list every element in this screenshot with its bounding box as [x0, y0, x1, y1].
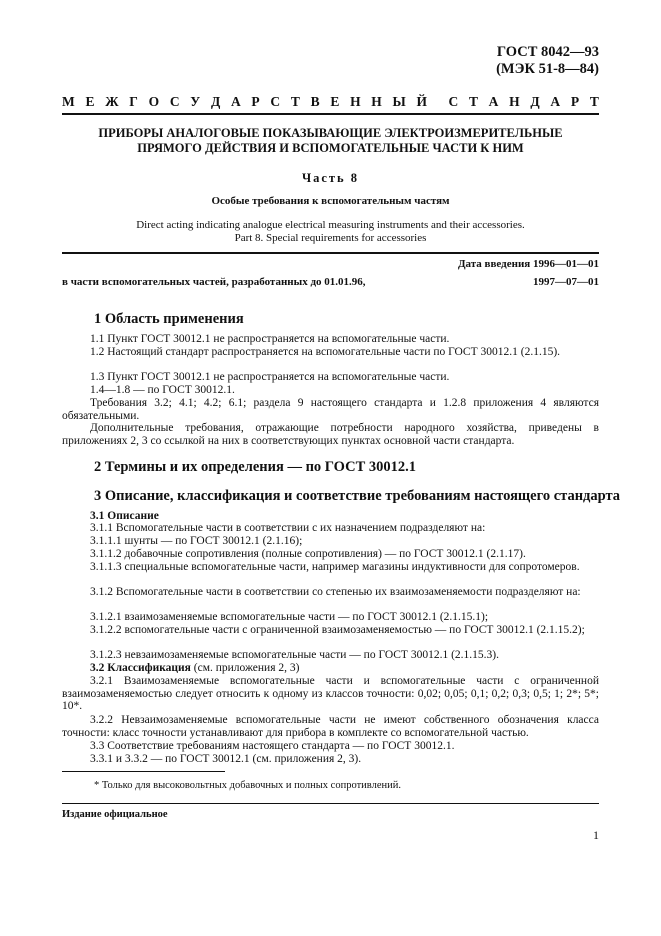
- banner-letter: Д: [210, 94, 221, 109]
- title-ru: [62, 126, 599, 156]
- banner-letter: Д: [530, 94, 540, 109]
- para-3-1-2: 3.1.2 Вспомогательные части в соответствии со степенью их взаимозаменяемости подразделяют на:: [90, 586, 581, 598]
- banner-letter: Е: [330, 94, 340, 109]
- para-3-1-1-3: 3.1.1.3 специальные вспомогательные части, например магазины индуктивности для сопротомеров.: [90, 561, 580, 573]
- banner-letter: А: [230, 94, 241, 109]
- banner-letter: Ж: [105, 94, 119, 109]
- intro-date: Дата введения 1996—01—01: [457, 258, 599, 270]
- para-3-1-1-2: 3.1.1.2 добавочные сопротивления (полные сопротивления) — по ГОСТ 30012.1 (2.1.17).: [90, 548, 526, 560]
- para-3-2-1: 3.2.1 Взаимозаменяемые вспомогательные части и вспомогательные части с ограниченной взаимозаменяемостью следует относить к одному из классов точности: 0,02; 0,05; 0,1; 0,2; 0,3; 0,5; 1; 2*; 5*; 10*.: [62, 675, 599, 712]
- para-1-3: 1.3 Пункт ГОСТ 30012.1 не распространяется на вспомогательные части.: [90, 371, 450, 383]
- banner-letter: Г: [129, 94, 138, 109]
- para-1-1: 1.1 Пункт ГОСТ 30012.1 не распространяется на вспомогательные части.: [90, 333, 450, 345]
- header-rule: [62, 113, 599, 115]
- part-label: Часть 8: [301, 171, 360, 185]
- banner-letter: Й: [416, 94, 428, 109]
- banner-letter: Е: [85, 94, 95, 109]
- banner-letter: У: [190, 94, 201, 109]
- footnote-rule: [62, 771, 225, 772]
- banner-letter: Н: [350, 94, 361, 109]
- para-additional: Дополнительные требования, отражающие потребности народного хозяйства, приведены в приложениях 2, 3 со ссылкой на них в соответствующих пунктах основной части стандарта.: [62, 422, 599, 447]
- para-1-2: 1.2 Настоящий стандарт распространяется на вспомогательные части по ГОСТ 30012.1 (2.1.15).: [90, 346, 561, 358]
- banner-letter: Н: [371, 94, 382, 109]
- title-line-1: ПРИБОРЫ АНАЛОГОВЫЕ ПОКАЗЫВАЮЩИЕ ЭЛЕКТРОИЗМЕРИТЕЛЬНЫЕ: [98, 126, 563, 140]
- banner-letter: М: [62, 94, 75, 109]
- interstate-standard-banner: [62, 94, 599, 110]
- banner-letter: Р: [251, 94, 260, 109]
- official-edition: Издание официальное: [62, 809, 168, 820]
- banner-letter: О: [148, 94, 160, 109]
- para-requirements: Требования 3.2; 4.1; 4.2; 6.1; раздела 9 настоящего стандарта и 1.2.8 приложения 4 являются обязательными.: [62, 397, 599, 422]
- para-3-1-1-1: 3.1.1.1 шунты — по ГОСТ 30012.1 (2.1.16);: [90, 535, 303, 547]
- banner-letter: Т: [589, 94, 599, 109]
- banner-letter: С: [448, 94, 459, 109]
- subsection-3-2: [62, 662, 599, 675]
- para-3-1-2-1: 3.1.2.1 взаимозаменяемые вспомогательные части — по ГОСТ 30012.1 (2.1.15.1);: [90, 611, 489, 623]
- footnote: * Только для высоковольтных добавочных и полных сопротивлений.: [94, 780, 401, 791]
- para-1-4: 1.4—1.8 — по ГОСТ 30012.1.: [90, 384, 235, 396]
- para-3-1-2-3: 3.1.2.3 невзаимозаменяемые вспомогательные части — по ГОСТ 30012.1 (2.1.15.3).: [90, 649, 499, 661]
- iec-number: (МЭК 51-8—84): [496, 61, 599, 77]
- banner-letter: А: [550, 94, 561, 109]
- para-3-2-2: 3.2.2 Невзаимозаменяемые вспомогательные части не имеют собственного обозначения класса точности: класс точности устанавливают для прибора в комплекте со вспомогательной частью.: [62, 714, 599, 739]
- gost-number: ГОСТ 8042—93: [496, 44, 599, 60]
- banner-letter: А: [488, 94, 499, 109]
- title-en-line-1: Direct acting indicating analogue electrical measuring instruments and their accessories.: [136, 219, 525, 231]
- date-rule: [62, 252, 599, 254]
- banner-letter: Т: [290, 94, 300, 109]
- subsection-3-2-title: 3.2 Классификация: [90, 662, 191, 674]
- para-3-3-1: 3.3.1 и 3.3.2 — по ГОСТ 30012.1 (см. приложения 2, 3).: [90, 753, 362, 765]
- banner-letter: С: [169, 94, 180, 109]
- page-number: 1: [593, 828, 599, 842]
- section-1-heading: 1 Область применения: [94, 311, 244, 327]
- official-rule: [62, 803, 599, 804]
- banner-letter: Р: [570, 94, 580, 109]
- accessories-date: 1997—07—01: [533, 276, 599, 288]
- banner-letter: Т: [468, 94, 478, 109]
- section-3-heading: 3 Описание, классификация и соответствие требованиям настоящего стандарта: [94, 488, 621, 504]
- banner-letter: Н: [509, 94, 520, 109]
- subsection-3-1-title: 3.1 Описание: [90, 510, 159, 522]
- section-2-heading: 2 Термины и их определения — по ГОСТ 30012.1: [94, 459, 417, 475]
- subsection-3-2-note: (см. приложения 2, 3): [190, 662, 300, 674]
- banner-letter: С: [270, 94, 281, 109]
- para-3-1-1: 3.1.1 Вспомогательные части в соответствии с их назначением подразделяют на:: [90, 522, 486, 534]
- subtitle: Особые требования к вспомогательным частям: [211, 195, 450, 207]
- banner-letter: В: [310, 94, 320, 109]
- title-en: [62, 219, 599, 245]
- title-en-line-2: Part 8. Special requirements for accessories: [234, 232, 427, 244]
- banner-letter: Ы: [392, 94, 406, 109]
- document-number: [496, 44, 599, 78]
- para-3-3: 3.3 Соответствие требованиям настоящего стандарта — по ГОСТ 30012.1.: [90, 740, 455, 752]
- para-3-1-2-2: 3.1.2.2 вспомогательные части с ограниченной взаимозаменяемостью — по ГОСТ 30012.1 (2.1.15.2);: [90, 624, 585, 636]
- title-line-2: ПРЯМОГО ДЕЙСТВИЯ И ВСПОМОГАТЕЛЬНЫЕ ЧАСТИ К НИМ: [137, 141, 524, 155]
- accessories-date-text: в части вспомогательных частей, разработанных до 01.01.96,: [62, 276, 366, 288]
